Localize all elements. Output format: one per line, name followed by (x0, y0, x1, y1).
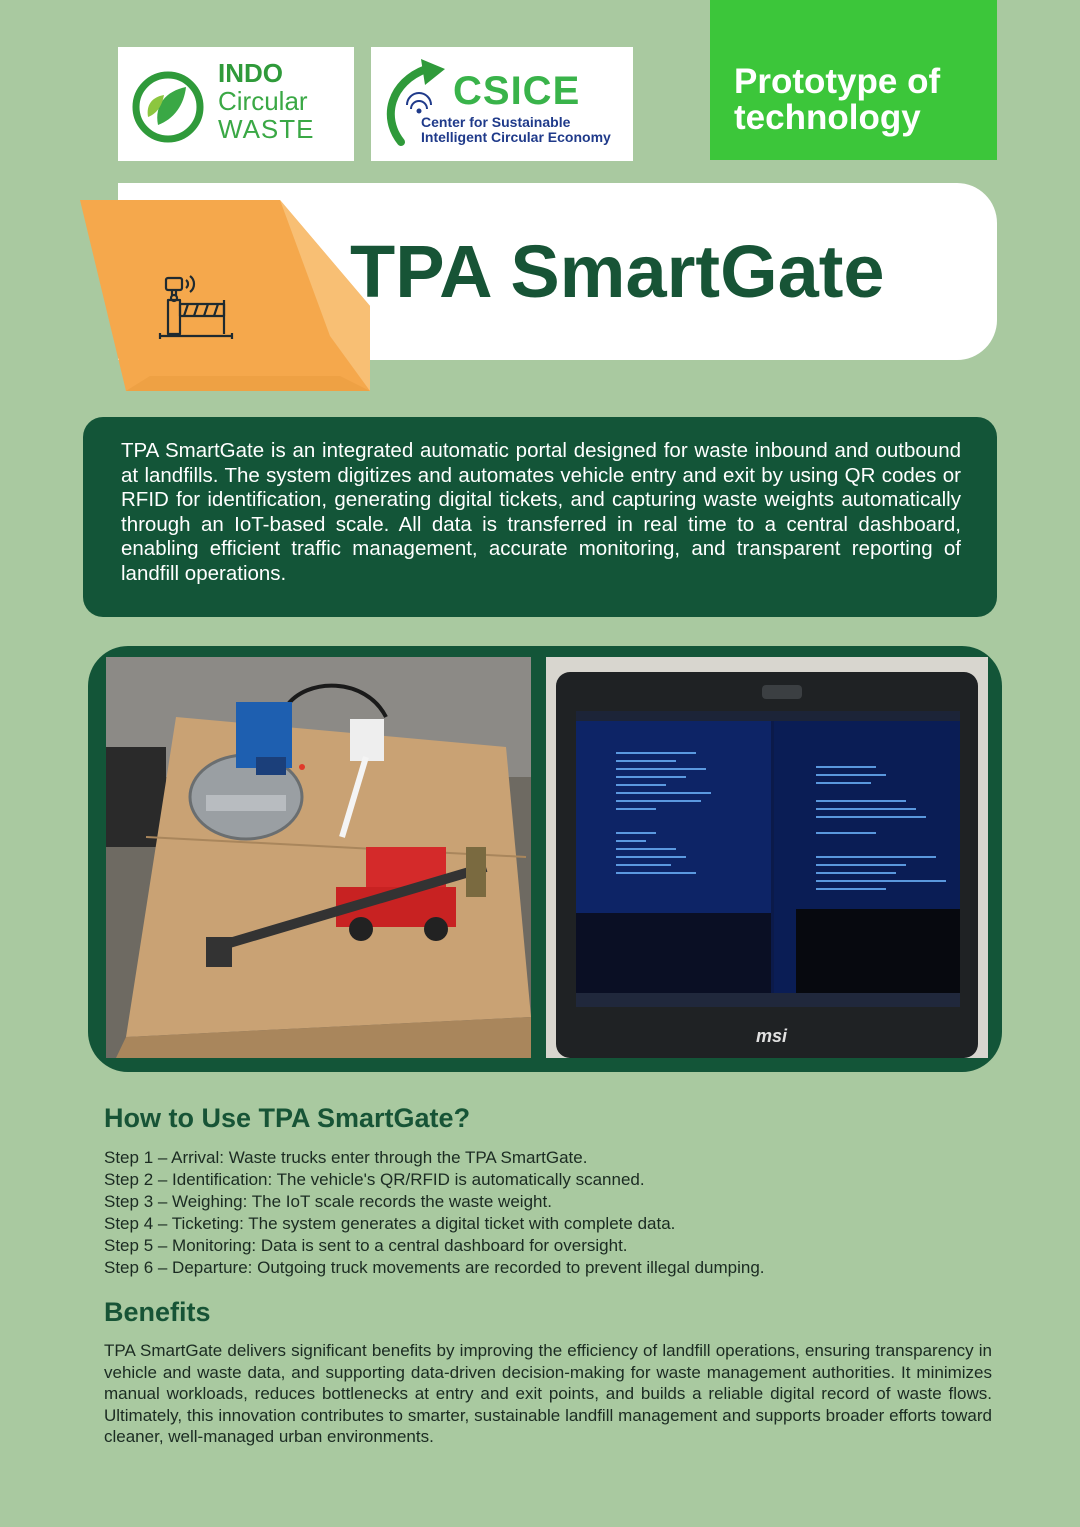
leaf-circle-icon (118, 47, 218, 161)
csice-logo-name: CSICE (453, 69, 581, 113)
benefits-text: TPA SmartGate delivers significant benefits by improving the efficiency of landfill operations, ensuring transparency in vehicle and waste data, and supporting data-driven decision-making for waste management authorities. It minimizes manual workloads, reduces bottlenecks at entry and exit points, and builds a reliable digital record of waste flows. Ultimately, this innovation contributes to smarter, sustainable landfill management and supports broader efforts toward cleaner, well-managed urban environments. (104, 1341, 992, 1446)
indo-logo-line1: INDO (218, 58, 283, 88)
step-item: Step 4 – Ticketing: The system generates a digital ticket with complete data. (104, 1214, 676, 1233)
prototype-badge (710, 0, 997, 160)
csice-subtitle-line2: Intelligent Circular Economy (421, 129, 611, 145)
how-to-title: How to Use TPA SmartGate? (104, 1103, 471, 1133)
step-item: Step 5 – Monitoring: Data is sent to a central dashboard for oversight. (104, 1236, 628, 1255)
orange-gate-panel (80, 186, 380, 396)
prototype-badge-text (734, 64, 940, 136)
steps-list (104, 1147, 765, 1279)
photo-frame (88, 646, 1002, 1072)
indo-logo-text (218, 59, 314, 143)
prototype-model-photo (106, 657, 531, 1058)
laptop-code-photo (546, 657, 988, 1058)
page-title: TPA SmartGate (350, 230, 885, 313)
indo-logo-line3: WASTE (218, 114, 315, 144)
csice-logo-subtitle (421, 115, 611, 145)
laptop-brand-label: msi (756, 1026, 788, 1046)
benefits-title: Benefits (104, 1297, 211, 1327)
prototype-badge-line2: technology (734, 98, 921, 137)
step-item: Step 2 – Identification: The vehicle's QR/RFID is automatically scanned. (104, 1170, 645, 1189)
indo-logo-line2: Circular (218, 86, 308, 116)
step-item: Step 3 – Weighing: The IoT scale records the waste weight. (104, 1192, 552, 1211)
csice-logo (371, 47, 633, 161)
description-card (83, 417, 997, 617)
step-item: Step 1 – Arrival: Waste trucks enter through the TPA SmartGate. (104, 1148, 588, 1167)
description-text: TPA SmartGate is an integrated automatic portal designed for waste inbound and outbound at landfills. The system digitizes and automates vehicle entry and exit by using QR codes or RFID for identification, generating digital tickets, and capturing waste weights automatically through an IoT-based scale. All data is transferred in real time to a central dashboard, enabling efficient traffic management, accurate monitoring, and transparent reporting of landfill operations. (121, 439, 961, 585)
step-item: Step 6 – Departure: Outgoing truck movements are recorded to prevent illegal dumping. (104, 1258, 765, 1277)
indo-circular-waste-logo (118, 47, 354, 161)
csice-subtitle-line1: Center for Sustainable (421, 114, 571, 130)
prototype-badge-line1: Prototype of (734, 62, 941, 101)
